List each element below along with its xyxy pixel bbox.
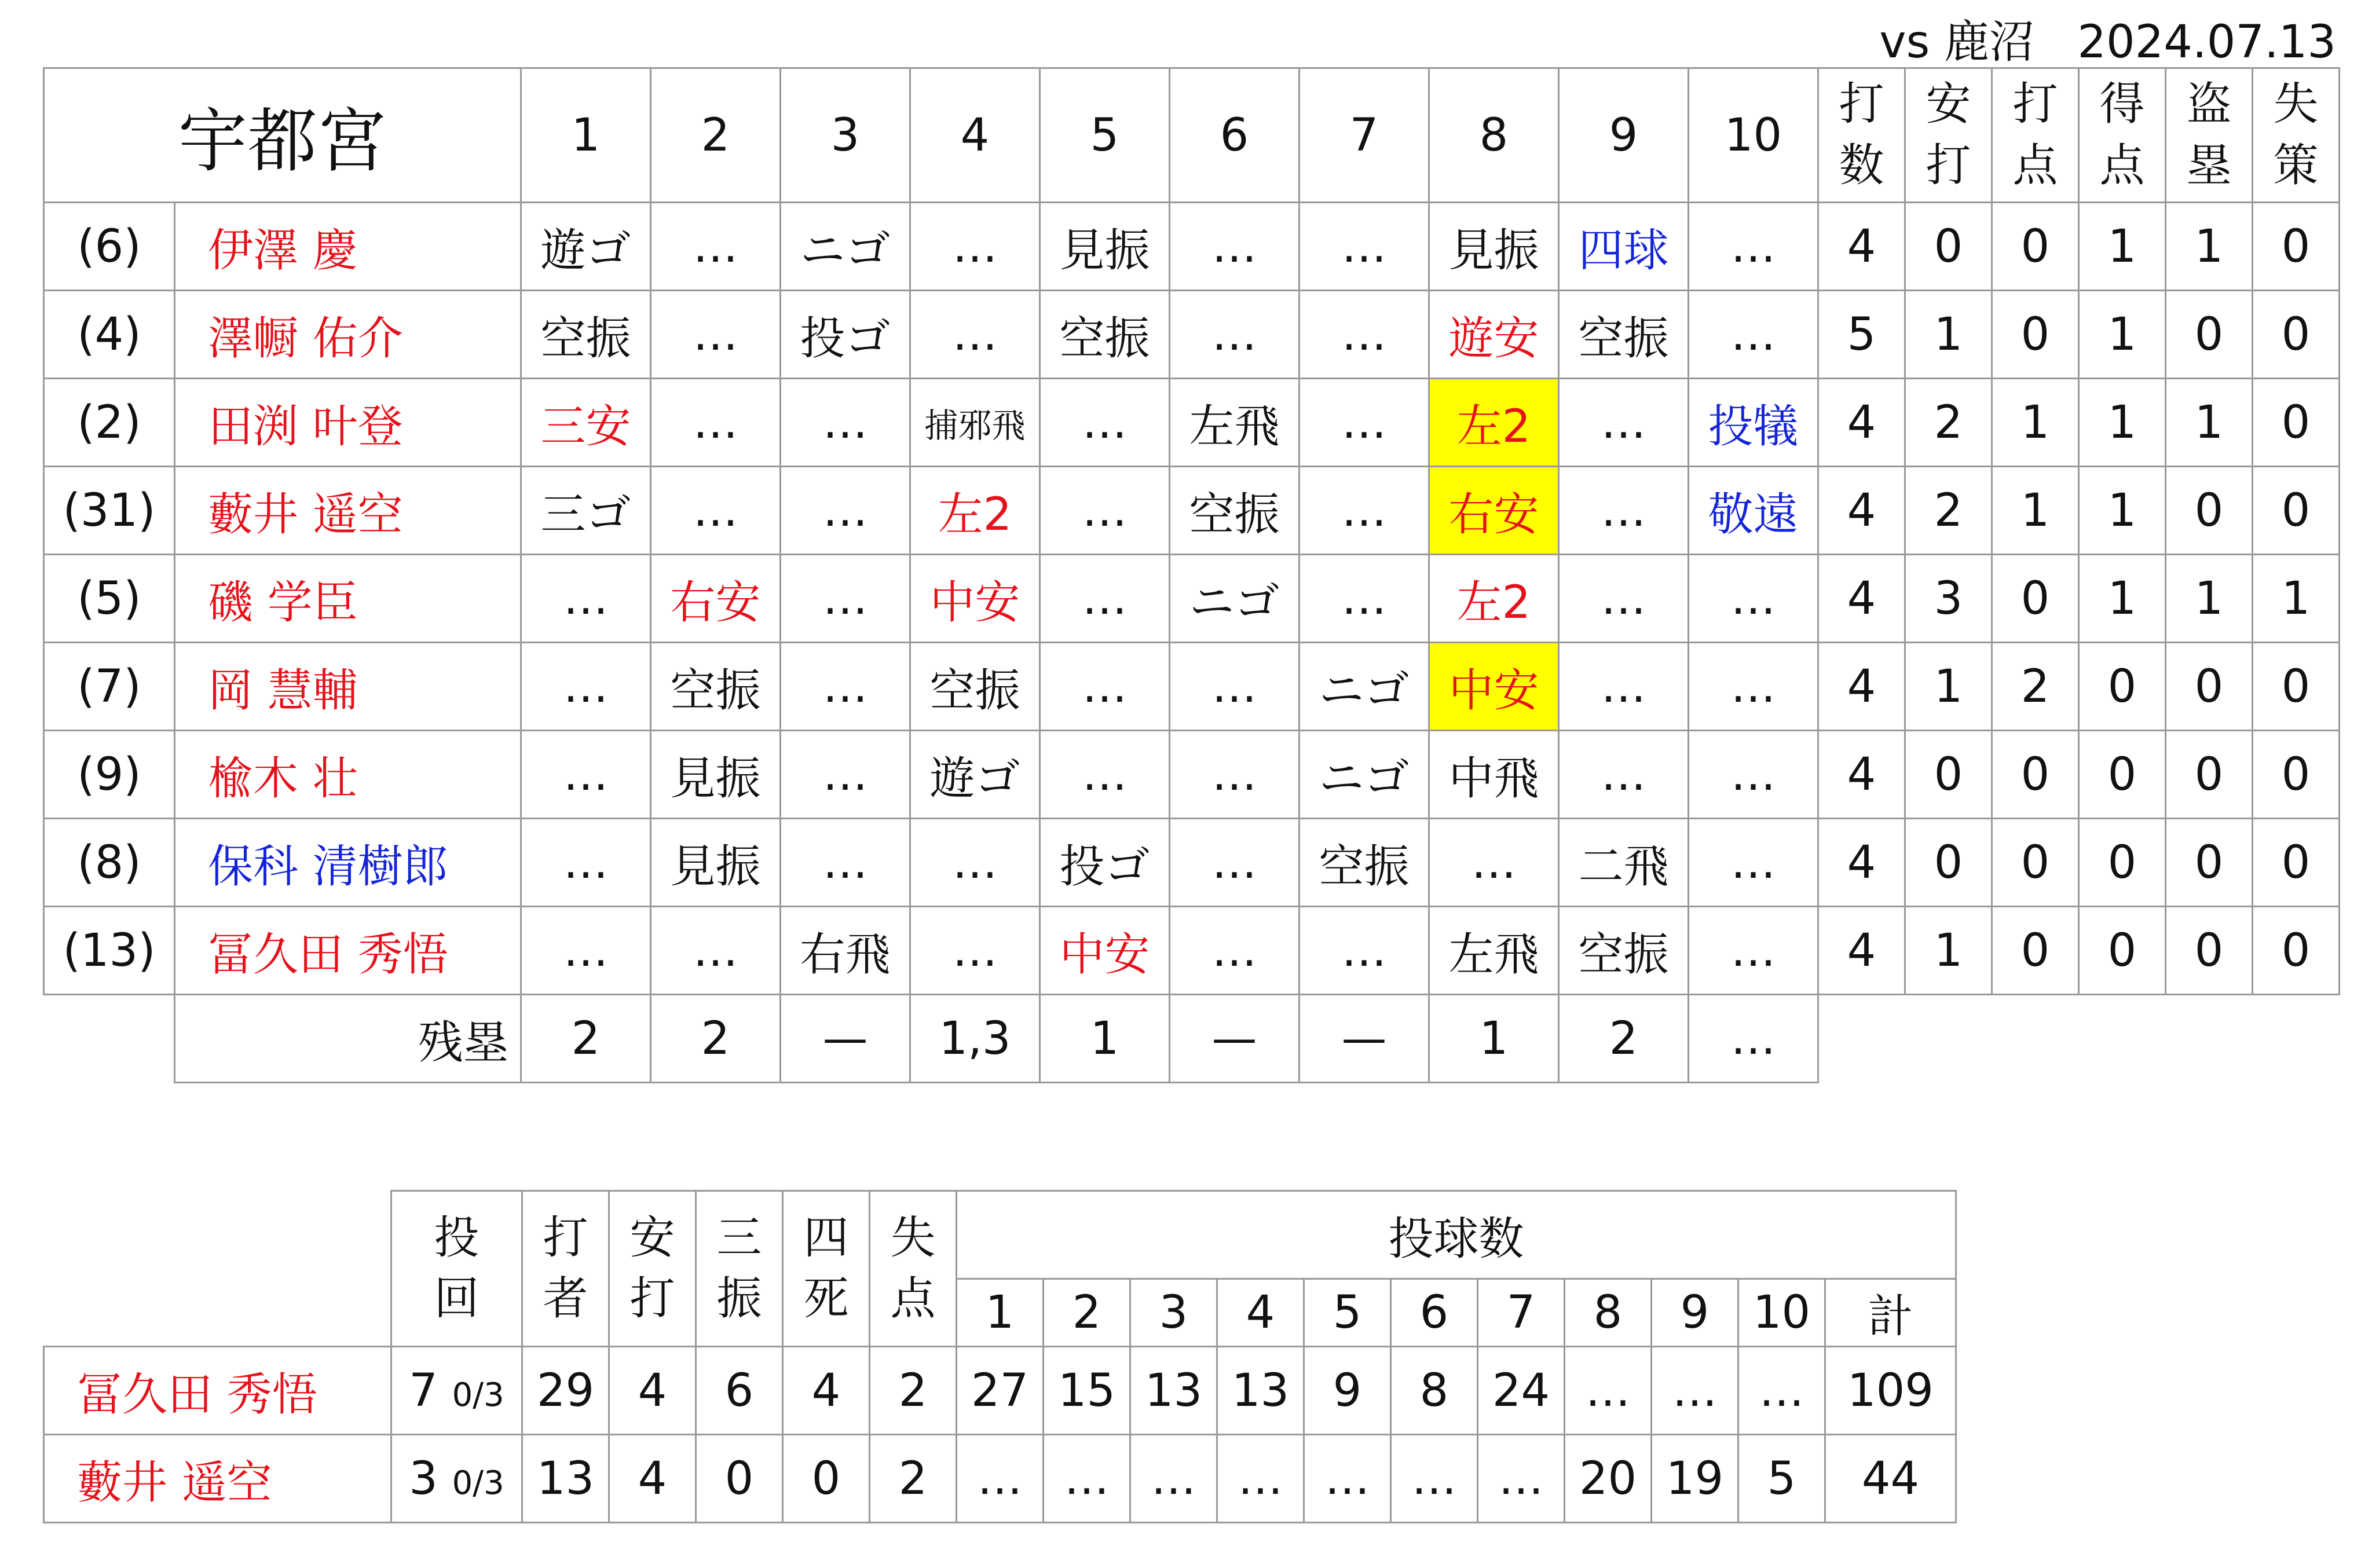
inning-header: 9	[1559, 68, 1689, 203]
player-stat: 0	[2166, 819, 2253, 907]
at-bat-result: 空振	[1300, 819, 1429, 907]
player-stat: 0	[2079, 731, 2166, 819]
player-stat: 1	[1905, 907, 1992, 995]
at-bat-result: ニゴ	[781, 203, 910, 291]
pitch-count: 15	[1044, 1347, 1130, 1435]
pitcher-stat: 13	[522, 1435, 609, 1523]
player-row	[44, 731, 2340, 819]
lob-value: 2	[651, 995, 781, 1083]
at-bat-result: 三安	[521, 379, 651, 467]
at-bat-result: …	[1300, 555, 1429, 643]
inning-header: 8	[1429, 68, 1559, 203]
pitch-total: 44	[1825, 1435, 1956, 1523]
at-bat-result: 空振	[910, 643, 1040, 731]
player-row	[44, 907, 2340, 995]
player-position: (2)	[44, 379, 175, 467]
at-bat-result: …	[1559, 379, 1689, 467]
at-bat-result: 見振	[1429, 203, 1559, 291]
pitcher-stat: 0	[783, 1435, 870, 1523]
at-bat-result: 遊安	[1429, 291, 1559, 379]
stat-header-line: 得	[2099, 78, 2145, 131]
opponent-label: vs 鹿沼	[1879, 16, 2034, 68]
stat-header-line: 振	[716, 1273, 762, 1325]
player-row	[44, 203, 2340, 291]
at-bat-result: …	[781, 379, 910, 467]
at-bat-result: …	[1689, 643, 1818, 731]
at-bat-result: …	[1689, 819, 1818, 907]
player-row	[44, 379, 2340, 467]
at-bat-result: …	[1300, 907, 1429, 995]
player-stat: 1	[2079, 379, 2166, 467]
player-stat: 4	[1818, 731, 1905, 819]
pitch-inning-header: 9	[1652, 1279, 1738, 1347]
stat-header-line: 点	[2099, 139, 2145, 192]
pitch-count: 8	[1391, 1347, 1478, 1435]
at-bat-result: …	[910, 203, 1040, 291]
pitch-inning-header: 8	[1565, 1279, 1652, 1347]
at-bat-result: …	[651, 203, 781, 291]
batting-header-row	[44, 68, 2340, 203]
at-bat-result: …	[781, 731, 910, 819]
at-bat-result: …	[1170, 643, 1300, 731]
team-name: 宇都宮	[44, 68, 521, 203]
player-stat: 1	[2079, 203, 2166, 291]
at-bat-result: …	[1040, 731, 1170, 819]
player-stat: 1	[2079, 291, 2166, 379]
player-stat: 4	[1818, 379, 1905, 467]
at-bat-result: …	[910, 907, 1040, 995]
stat-header	[1818, 68, 1905, 203]
pitching-stat-header	[783, 1191, 870, 1347]
player-stat: 2	[1905, 467, 1992, 555]
lob-value: 1	[1040, 995, 1170, 1083]
inning-header: 2	[651, 68, 781, 203]
stat-header	[2079, 68, 2166, 203]
at-bat-result: 三ゴ	[521, 467, 651, 555]
player-stat: 0	[2253, 291, 2340, 379]
batting-table	[43, 67, 2340, 1083]
blank-cell	[2253, 995, 2340, 1083]
player-stat: 0	[1992, 819, 2079, 907]
lob-value: —	[781, 995, 910, 1083]
player-stat: 4	[1818, 819, 1905, 907]
at-bat-result: …	[521, 643, 651, 731]
at-bat-result: …	[521, 731, 651, 819]
at-bat-result: …	[1040, 643, 1170, 731]
player-stat: 5	[1818, 291, 1905, 379]
pitch-inning-header: 1	[957, 1279, 1044, 1347]
pitch-inning-header: 7	[1478, 1279, 1565, 1347]
inning-header: 4	[910, 68, 1040, 203]
pitching-table	[43, 1190, 1957, 1523]
stat-header-line: 打	[1926, 139, 1971, 192]
player-stat: 1	[1905, 291, 1992, 379]
innings-pitched-fraction: 0/3	[452, 1376, 504, 1414]
at-bat-result: …	[1170, 819, 1300, 907]
blank-cell	[1905, 995, 1992, 1083]
player-stat: 0	[2253, 467, 2340, 555]
pitcher-name: 藪井 遥空	[44, 1435, 391, 1523]
player-position: (4)	[44, 291, 175, 379]
player-position: (13)	[44, 907, 175, 995]
stat-header	[1992, 68, 2079, 203]
stat-header-line: 安	[629, 1211, 675, 1264]
inning-header: 1	[521, 68, 651, 203]
at-bat-result: 見振	[1040, 203, 1170, 291]
pitch-total: 109	[1825, 1347, 1956, 1435]
at-bat-result: 投ゴ	[1040, 819, 1170, 907]
at-bat-result: …	[1429, 819, 1559, 907]
blank-cell	[44, 995, 175, 1083]
player-stat: 4	[1818, 907, 1905, 995]
pitch-inning-header: 2	[1044, 1279, 1130, 1347]
player-position: (8)	[44, 819, 175, 907]
at-bat-result: ニゴ	[1170, 555, 1300, 643]
player-stat: 0	[1905, 203, 1992, 291]
pitching-stat-header	[870, 1191, 957, 1347]
at-bat-result: 四球	[1559, 203, 1689, 291]
pitch-count: …	[957, 1435, 1044, 1523]
player-row	[44, 291, 2340, 379]
player-stat: 2	[1992, 643, 2079, 731]
pitch-total-header: 計	[1825, 1279, 1956, 1347]
at-bat-result: 遊ゴ	[521, 203, 651, 291]
at-bat-result: 投犠	[1689, 379, 1818, 467]
pitcher-row	[44, 1435, 1956, 1523]
player-stat: 0	[1992, 555, 2079, 643]
stat-header	[1905, 68, 1992, 203]
stat-header-line: 死	[803, 1273, 849, 1325]
player-stat: 0	[1992, 291, 2079, 379]
pitcher-stat: 4	[783, 1347, 870, 1435]
at-bat-result: …	[1689, 555, 1818, 643]
player-row	[44, 643, 2340, 731]
blank-cell	[1818, 995, 1905, 1083]
at-bat-result: …	[1170, 291, 1300, 379]
at-bat-result: 中飛	[1429, 731, 1559, 819]
pitching-header-row	[44, 1191, 1956, 1279]
stat-header-line: 点	[2012, 139, 2058, 192]
player-name: 岡 慧輔	[175, 643, 521, 731]
player-row	[44, 467, 2340, 555]
player-stat: 0	[1905, 731, 1992, 819]
at-bat-result: 右安	[1429, 467, 1559, 555]
pitcher-row	[44, 1347, 1956, 1435]
stat-header-line: 策	[2273, 139, 2319, 192]
pitcher-name: 冨久田 秀悟	[44, 1347, 391, 1435]
at-bat-result: …	[1170, 203, 1300, 291]
at-bat-result: 空振	[1170, 467, 1300, 555]
stat-header-line: 者	[543, 1273, 588, 1325]
stat-header-line: 投	[434, 1211, 479, 1264]
at-bat-result: …	[1170, 731, 1300, 819]
at-bat-result: 左飛	[1170, 379, 1300, 467]
at-bat-result: 遊ゴ	[910, 731, 1040, 819]
pitch-count-header: 投球数	[957, 1191, 1956, 1279]
player-stat: 1	[1992, 379, 2079, 467]
pitching-stat-header	[522, 1191, 609, 1347]
at-bat-result: …	[651, 467, 781, 555]
at-bat-result: 左飛	[1429, 907, 1559, 995]
at-bat-result: 空振	[651, 643, 781, 731]
pitch-inning-header: 5	[1304, 1279, 1391, 1347]
at-bat-result: ニゴ	[1300, 643, 1429, 731]
player-stat: 1	[1992, 467, 2079, 555]
pitch-count: 27	[957, 1347, 1044, 1435]
player-stat: 4	[1818, 555, 1905, 643]
player-name: 澤㡡 佑介	[175, 291, 521, 379]
innings-pitched	[391, 1435, 522, 1523]
at-bat-result: …	[651, 291, 781, 379]
player-stat: 2	[1905, 379, 1992, 467]
at-bat-result: 見振	[651, 731, 781, 819]
player-stat: 1	[2079, 555, 2166, 643]
player-stat: 0	[2253, 643, 2340, 731]
at-bat-result: 空振	[1559, 907, 1689, 995]
at-bat-result: …	[1170, 907, 1300, 995]
at-bat-result: …	[781, 467, 910, 555]
at-bat-result: …	[1300, 203, 1429, 291]
pitch-inning-header: 6	[1391, 1279, 1478, 1347]
pitch-inning-header: 3	[1130, 1279, 1217, 1347]
at-bat-result: 中安	[1040, 907, 1170, 995]
stat-header-line: 打	[543, 1211, 588, 1264]
player-stat: 0	[2253, 819, 2340, 907]
at-bat-result: 捕邪飛	[910, 379, 1040, 467]
player-name: 冨久田 秀悟	[175, 907, 521, 995]
pitching-stat-header	[696, 1191, 783, 1347]
player-position: (5)	[44, 555, 175, 643]
innings-pitched-fraction: 0/3	[452, 1464, 504, 1502]
stat-header-line: 三	[716, 1211, 762, 1264]
game-header	[1879, 6, 2336, 71]
stat-header-line: 打	[1839, 78, 1884, 131]
at-bat-result: …	[521, 819, 651, 907]
pitching-stat-header	[391, 1191, 522, 1347]
inning-header: 5	[1040, 68, 1170, 203]
stat-header-line: 安	[1926, 78, 1971, 131]
pitcher-stat: 4	[609, 1435, 696, 1523]
pitch-count: 24	[1478, 1347, 1565, 1435]
pitcher-stat: 29	[522, 1347, 609, 1435]
player-stat: 3	[1905, 555, 1992, 643]
stat-header-line: 打	[2012, 78, 2058, 131]
pitch-count: 5	[1738, 1435, 1825, 1523]
player-stat: 0	[1992, 203, 2079, 291]
stat-header	[2166, 68, 2253, 203]
at-bat-result: …	[1300, 291, 1429, 379]
pitch-count: 20	[1565, 1435, 1652, 1523]
player-stat: 1	[2166, 555, 2253, 643]
pitch-count: …	[1478, 1435, 1565, 1523]
lob-value: 1,3	[910, 995, 1040, 1083]
at-bat-result: …	[910, 819, 1040, 907]
player-stat: 1	[2079, 467, 2166, 555]
at-bat-result: …	[1559, 731, 1689, 819]
at-bat-result: …	[1689, 907, 1818, 995]
lob-value: 1	[1429, 995, 1559, 1083]
lob-value: 2	[1559, 995, 1689, 1083]
at-bat-result: …	[1689, 203, 1818, 291]
player-stat: 1	[2253, 555, 2340, 643]
inning-header: 3	[781, 68, 910, 203]
pitch-count: …	[1738, 1347, 1825, 1435]
blank-cell	[2079, 995, 2166, 1083]
at-bat-result: …	[1300, 379, 1429, 467]
stat-header-line: 数	[1839, 139, 1884, 192]
pitching-stat-header	[609, 1191, 696, 1347]
player-stat: 0	[2166, 467, 2253, 555]
at-bat-result: …	[1040, 467, 1170, 555]
at-bat-result: …	[1300, 467, 1429, 555]
stat-header-line: 塁	[2186, 139, 2232, 192]
player-stat: 0	[2253, 203, 2340, 291]
pitch-count: 13	[1130, 1347, 1217, 1435]
pitcher-stat: 6	[696, 1347, 783, 1435]
lob-value: 2	[521, 995, 651, 1083]
stat-header	[2253, 68, 2340, 203]
player-name: 田渕 叶登	[175, 379, 521, 467]
pitch-count: …	[1304, 1435, 1391, 1523]
player-stat: 0	[2166, 731, 2253, 819]
stat-header-line: 回	[434, 1273, 479, 1325]
at-bat-result: …	[781, 819, 910, 907]
lob-value: …	[1689, 995, 1818, 1083]
at-bat-result: …	[1559, 467, 1689, 555]
player-stat: 4	[1818, 643, 1905, 731]
pitcher-stat: 2	[870, 1347, 957, 1435]
at-bat-result: …	[1040, 555, 1170, 643]
at-bat-result: 右安	[651, 555, 781, 643]
pitch-count: …	[1130, 1435, 1217, 1523]
at-bat-result: 左2	[1429, 555, 1559, 643]
at-bat-result: …	[651, 379, 781, 467]
at-bat-result: …	[521, 555, 651, 643]
innings-pitched-whole: 3	[409, 1452, 438, 1505]
player-stat: 4	[1818, 467, 1905, 555]
pitch-count: …	[1217, 1435, 1304, 1523]
inning-header: 10	[1689, 68, 1818, 203]
at-bat-result: 中安	[1429, 643, 1559, 731]
at-bat-result: …	[910, 291, 1040, 379]
at-bat-result: 空振	[1559, 291, 1689, 379]
inning-header: 7	[1300, 68, 1429, 203]
at-bat-result: 敬遠	[1689, 467, 1818, 555]
pitch-count: …	[1652, 1347, 1738, 1435]
pitch-inning-header: 10	[1738, 1279, 1825, 1347]
player-name: 保科 清樹郎	[175, 819, 521, 907]
at-bat-result: …	[521, 907, 651, 995]
at-bat-result: …	[781, 555, 910, 643]
player-stat: 0	[2253, 907, 2340, 995]
at-bat-result: 見振	[651, 819, 781, 907]
pitch-count: 9	[1304, 1347, 1391, 1435]
player-stat: 0	[2166, 907, 2253, 995]
player-stat: 0	[1992, 907, 2079, 995]
pitch-count: …	[1391, 1435, 1478, 1523]
pitch-count: 13	[1217, 1347, 1304, 1435]
at-bat-result: …	[1559, 643, 1689, 731]
player-name: 磯 学臣	[175, 555, 521, 643]
player-row	[44, 555, 2340, 643]
at-bat-result: …	[781, 643, 910, 731]
player-stat: 0	[2166, 643, 2253, 731]
player-row	[44, 819, 2340, 907]
blank-cell	[1992, 995, 2079, 1083]
player-stat: 1	[2166, 379, 2253, 467]
game-date: 2024.07.13	[2077, 16, 2336, 68]
lob-value: —	[1170, 995, 1300, 1083]
at-bat-result: ニゴ	[1300, 731, 1429, 819]
pitch-inning-header: 4	[1217, 1279, 1304, 1347]
player-name: 楡木 壮	[175, 731, 521, 819]
stat-header-line: 失	[2273, 78, 2319, 131]
player-position: (31)	[44, 467, 175, 555]
left-on-base-row	[44, 995, 2340, 1083]
at-bat-result: 中安	[910, 555, 1040, 643]
player-stat: 0	[1992, 731, 2079, 819]
at-bat-result: 左2	[1429, 379, 1559, 467]
at-bat-result: 左2	[910, 467, 1040, 555]
pitch-count: …	[1565, 1347, 1652, 1435]
player-stat: 0	[2166, 291, 2253, 379]
at-bat-result: 空振	[521, 291, 651, 379]
pitch-count: …	[1044, 1435, 1130, 1523]
stat-header-line: 四	[803, 1211, 849, 1264]
player-stat: 0	[2079, 907, 2166, 995]
at-bat-result: …	[1559, 555, 1689, 643]
at-bat-result: 二飛	[1559, 819, 1689, 907]
innings-pitched	[391, 1347, 522, 1435]
pitch-count: 19	[1652, 1435, 1738, 1523]
player-stat: 4	[1818, 203, 1905, 291]
player-position: (6)	[44, 203, 175, 291]
pitcher-stat: 0	[696, 1435, 783, 1523]
at-bat-result: …	[651, 907, 781, 995]
player-stat: 0	[1905, 819, 1992, 907]
stat-header-line: 打	[629, 1273, 675, 1325]
player-stat: 1	[2166, 203, 2253, 291]
lob-value: —	[1300, 995, 1429, 1083]
at-bat-result: …	[1689, 291, 1818, 379]
at-bat-result: 投ゴ	[781, 291, 910, 379]
at-bat-result: 右飛	[781, 907, 910, 995]
innings-pitched-whole: 7	[409, 1364, 438, 1417]
player-name: 藪井 遥空	[175, 467, 521, 555]
stat-header-line: 盗	[2186, 78, 2232, 131]
player-stat: 0	[2079, 643, 2166, 731]
blank-cell	[44, 1191, 391, 1347]
blank-cell	[2166, 995, 2253, 1083]
player-position: (9)	[44, 731, 175, 819]
lob-label: 残塁	[175, 995, 521, 1083]
at-bat-result: …	[1689, 731, 1818, 819]
stat-header-line: 失	[890, 1211, 936, 1264]
inning-header: 6	[1170, 68, 1300, 203]
at-bat-result: 空振	[1040, 291, 1170, 379]
player-stat: 1	[1905, 643, 1992, 731]
player-stat: 0	[2253, 379, 2340, 467]
player-name: 伊澤 慶	[175, 203, 521, 291]
player-position: (7)	[44, 643, 175, 731]
pitcher-stat: 4	[609, 1347, 696, 1435]
at-bat-result: …	[1040, 379, 1170, 467]
pitcher-stat: 2	[870, 1435, 957, 1523]
player-stat: 0	[2253, 731, 2340, 819]
stat-header-line: 点	[890, 1273, 936, 1325]
player-stat: 0	[2079, 819, 2166, 907]
